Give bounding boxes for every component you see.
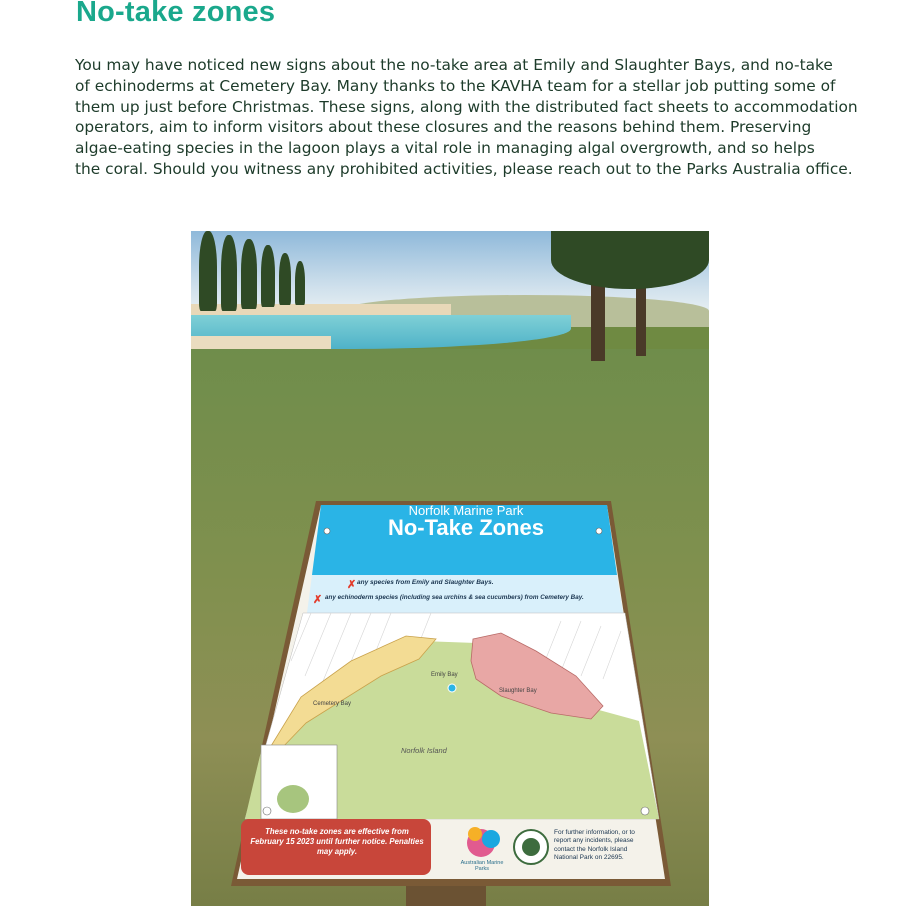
sign-photo [191, 231, 709, 906]
pine-tree [241, 239, 257, 309]
intro-paragraph [75, 55, 865, 180]
intro-line: of echinoderms at Cemetery Bay. Many thanks to the KAVHA team for a stellar job putting some of [75, 76, 836, 95]
sign-rule-emily-slaughter: any species from Emily and Slaughter Bays. [357, 579, 494, 586]
pine-tree [279, 253, 291, 305]
page-title: No-take zones [76, 0, 276, 28]
map-label-cemetery-bay: Cemetery Bay [313, 701, 352, 707]
pine-tree [221, 235, 237, 311]
sign-park-name: Norfolk Marine Park [408, 503, 524, 518]
marine-parks-logo-text: Australian Marine Parks [460, 860, 504, 872]
map-label-emily-bay: Emily Bay [431, 672, 458, 678]
intro-line: them up just before Christmas. These signs, along with the distributed fact sheets to accommodation [75, 97, 858, 116]
intro-line: algae-eating species in the lagoon plays a vital role in managing algal overgrowth, and so helps [75, 139, 815, 158]
effective-notice: These no-take zones are effective from February 15 2023 until further notice. Penalties may apply. [250, 827, 424, 856]
intro-line: the coral. Should you witness any prohibited activities, please reach out to the Parks Australia office. [75, 159, 853, 178]
contact-text: For further information, or to report any incidents, please contact the Norfolk Island National Park on 22695. [554, 829, 635, 862]
svg-text:✗: ✗ [313, 594, 323, 606]
sign-rule-cemetery: any echinoderm species (including sea urchins & sea cucumbers) from Cemetery Bay. [325, 594, 584, 601]
tree-canopy [551, 231, 709, 289]
pine-tree [261, 245, 275, 307]
marine-park-sign [231, 501, 671, 891]
pine-tree [295, 261, 305, 305]
svg-text:✗: ✗ [347, 579, 357, 591]
map-label-norfolk-island: Norfolk Island [401, 746, 447, 755]
map-label-slaughter-bay: Slaughter Bay [499, 688, 537, 694]
pine-tree [199, 231, 217, 311]
intro-line: operators, aim to inform visitors about these closures and the reasons behind them. Preserving [75, 118, 812, 137]
intro-line: You may have noticed new signs about the no-take area at Emily and Slaughter Bays, and no-take [75, 56, 833, 74]
sign-title: No-Take Zones [387, 515, 545, 540]
